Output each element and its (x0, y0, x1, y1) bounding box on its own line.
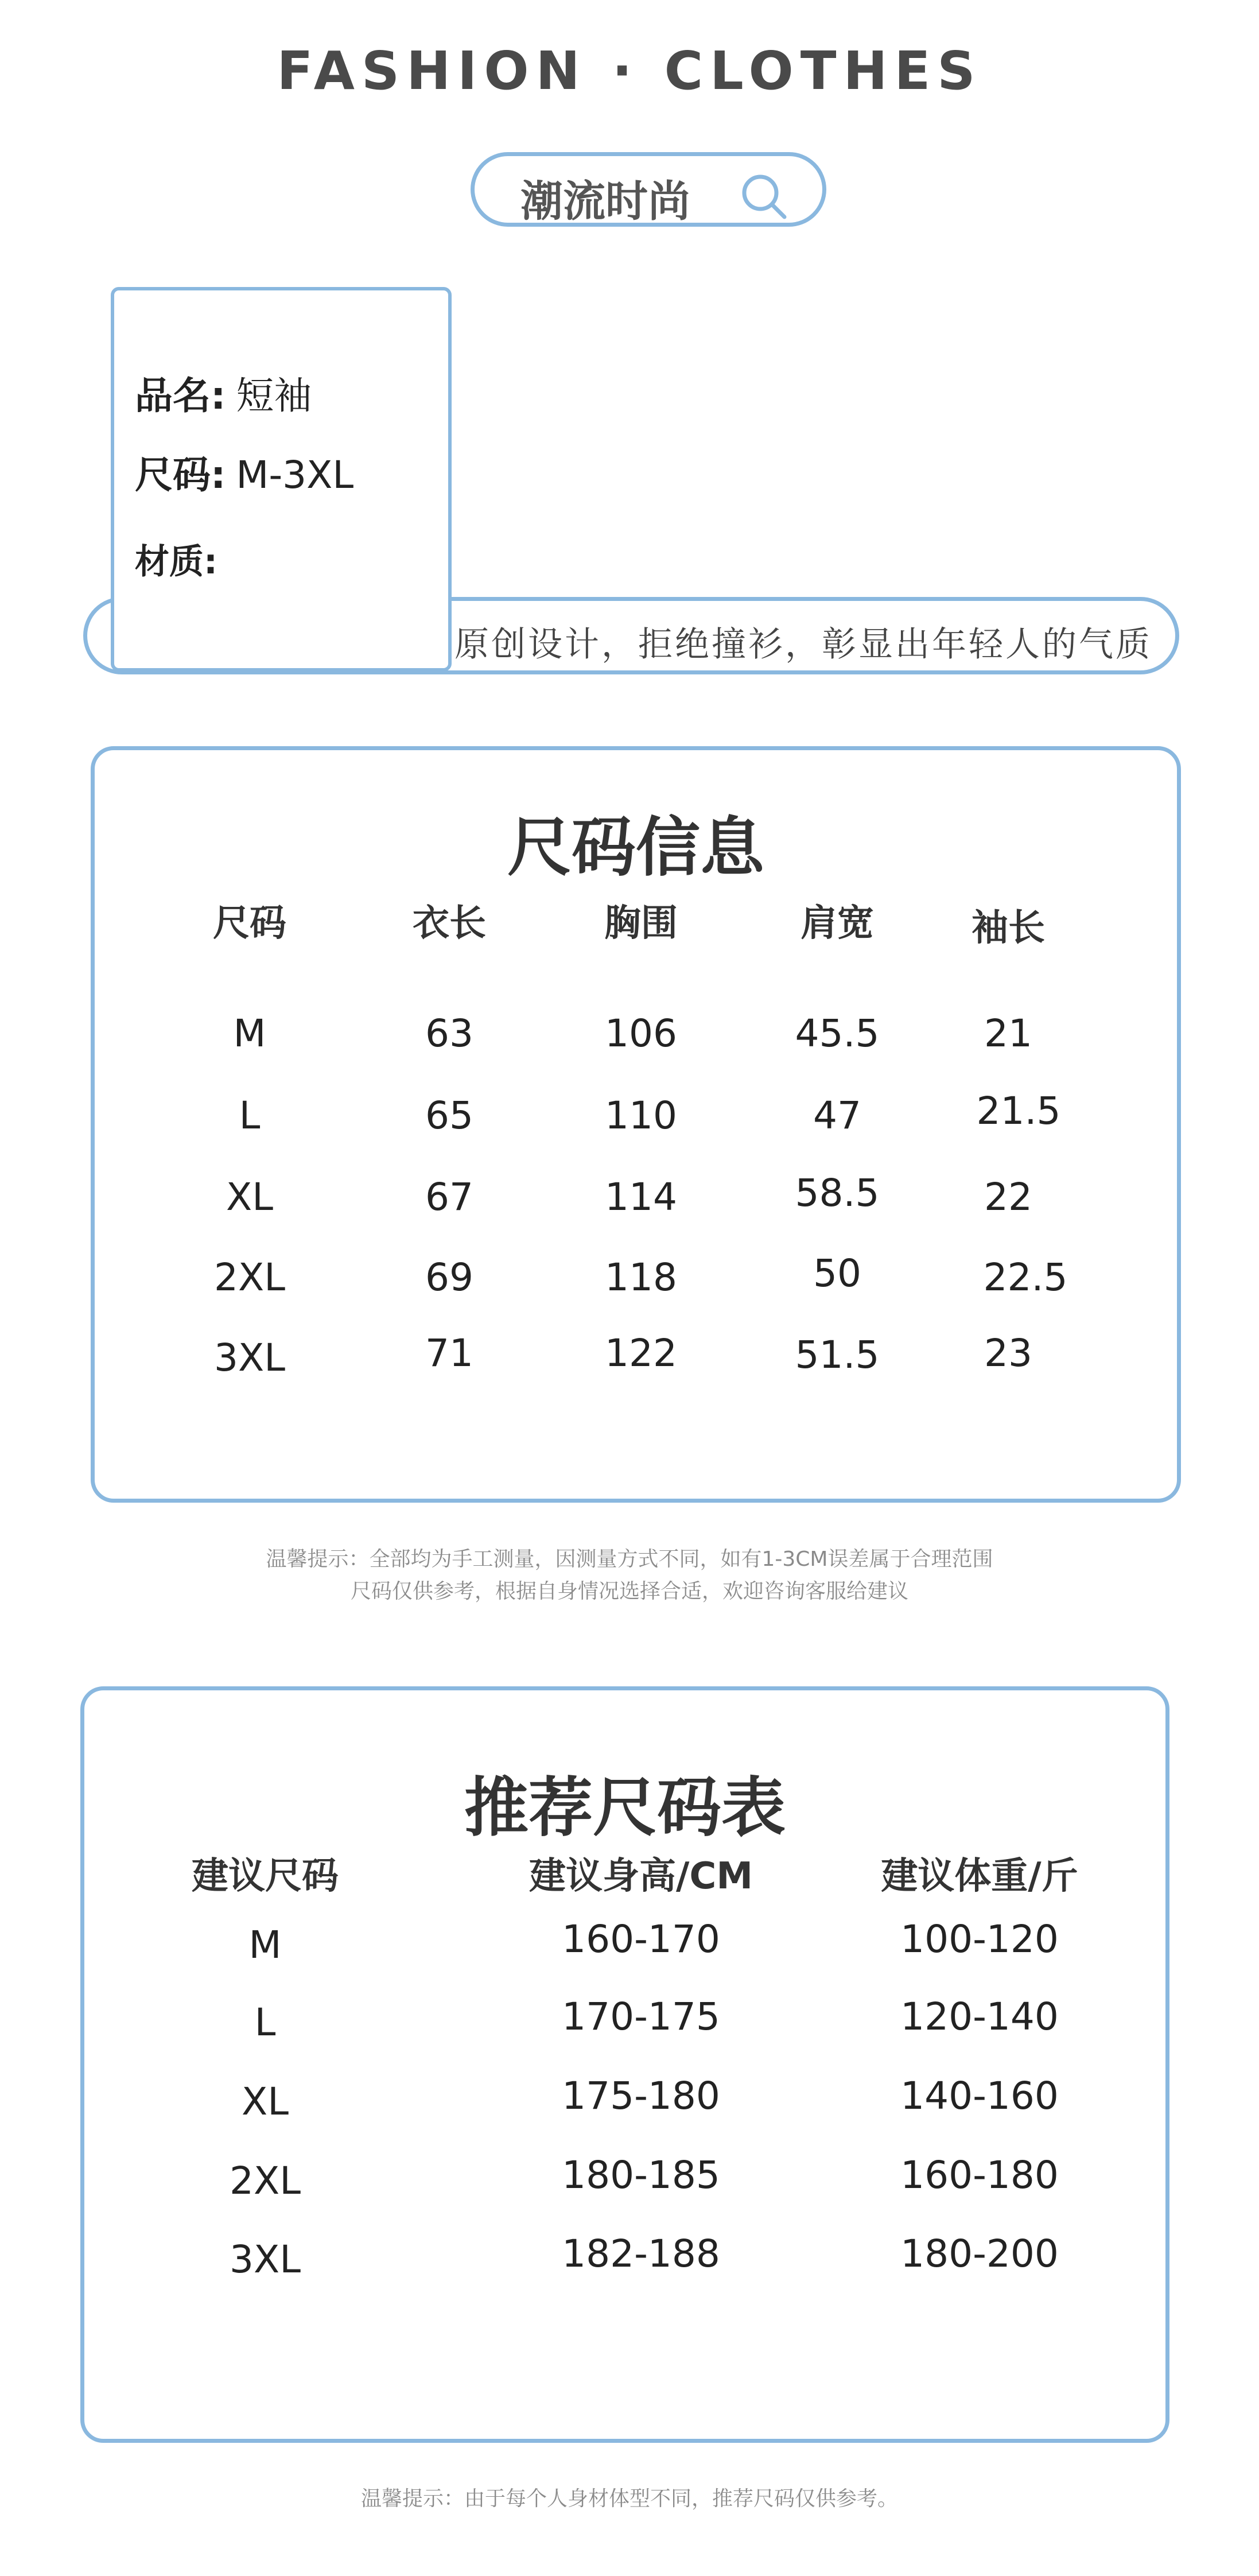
table-cell: XL (242, 2080, 289, 2124)
table-cell: 118 (605, 1255, 677, 1299)
table-cell: 180-185 (562, 2153, 720, 2197)
recommend-header-height: 建议身高/CM (529, 1855, 753, 1898)
table-cell: 45.5 (795, 1011, 880, 1056)
table-cell: 51.5 (795, 1333, 880, 1377)
product-name-value: 短袖 (236, 374, 312, 418)
measure-note-line1: 温馨提示：全部均为手工测量，因测量方式不同，如有1-3CM误差属于合理范围 (266, 1547, 993, 1571)
table-cell: 122 (605, 1331, 677, 1375)
recommend-title: 推荐尺码表 (464, 1771, 786, 1845)
size-info-header-size: 尺码 (213, 902, 286, 945)
tag-search-pill[interactable] (471, 152, 826, 227)
table-cell: 69 (425, 1255, 473, 1299)
table-cell: 22.5 (983, 1255, 1068, 1299)
size-info-header-chest: 胸围 (604, 902, 678, 945)
recommend-panel (80, 1686, 1169, 2443)
table-cell: 67 (425, 1175, 473, 1219)
table-cell: 106 (605, 1011, 677, 1056)
search-icon (739, 171, 790, 223)
table-cell: 2XL (214, 1255, 285, 1299)
table-cell: 180-200 (900, 2232, 1059, 2276)
size-info-header-sleeve: 袖长 (972, 907, 1045, 949)
table-cell: 120-140 (900, 1995, 1059, 2039)
table-cell: 23 (984, 1331, 1032, 1375)
product-material-row (135, 534, 228, 584)
table-cell: 47 (813, 1093, 861, 1138)
product-size-value: M-3XL (236, 453, 354, 497)
table-cell: 65 (425, 1093, 473, 1138)
size-info-header-shoulder: 肩宽 (801, 902, 874, 945)
table-cell: 182-188 (562, 2232, 720, 2276)
table-cell: 2XL (230, 2159, 301, 2203)
brand-title: FASHION · CLOTHES (277, 40, 982, 102)
table-cell: 3XL (214, 1336, 285, 1380)
recommend-header-weight: 建议体重/斤 (881, 1855, 1078, 1898)
size-info-title: 尺码信息 (507, 810, 764, 885)
table-cell: 63 (425, 1011, 473, 1056)
table-cell: 114 (605, 1175, 677, 1219)
table-cell: XL (226, 1175, 273, 1219)
table-cell: 58.5 (795, 1171, 880, 1215)
product-size-key: 尺码: (135, 453, 226, 497)
table-cell: M (248, 1923, 282, 1967)
table-cell: 71 (425, 1331, 473, 1375)
recommend-header-size: 建议尺码 (192, 1855, 339, 1898)
recommend-note: 温馨提示：由于每个人身材体型不同，推荐尺码仅供参考。 (360, 2487, 898, 2511)
table-cell: M (233, 1011, 266, 1056)
table-cell: 160-180 (900, 2153, 1059, 2197)
table-cell: L (239, 1093, 261, 1138)
table-cell: 170-175 (562, 1995, 720, 2039)
table-cell: 160-170 (562, 1917, 720, 1961)
table-cell: 22 (984, 1175, 1032, 1219)
measure-note-line2: 尺码仅供参考，根据自身情况选择合适，欢迎咨询客服给建议 (350, 1580, 908, 1603)
product-material-key: 材质: (135, 542, 217, 582)
table-cell: 3XL (230, 2237, 301, 2282)
table-cell: 110 (605, 1093, 677, 1138)
product-size-row (135, 444, 353, 499)
slogan-text: 原创设计，拒绝撞衫，彰显出年轻人的气质 (454, 624, 1152, 665)
table-cell: 50 (813, 1251, 861, 1295)
product-name-key: 品名: (135, 374, 226, 418)
size-info-header-length: 衣长 (413, 902, 486, 945)
product-name-row (135, 365, 312, 420)
tag-label: 潮流时尚 (520, 177, 690, 226)
table-cell: L (254, 2000, 276, 2044)
table-cell: 21.5 (976, 1089, 1061, 1133)
table-cell: 140-160 (900, 2074, 1059, 2118)
product-info-card (111, 287, 452, 672)
table-cell: 100-120 (900, 1917, 1059, 1961)
table-cell: 175-180 (562, 2074, 720, 2118)
table-cell: 21 (984, 1011, 1032, 1056)
size-info-panel (91, 746, 1181, 1503)
